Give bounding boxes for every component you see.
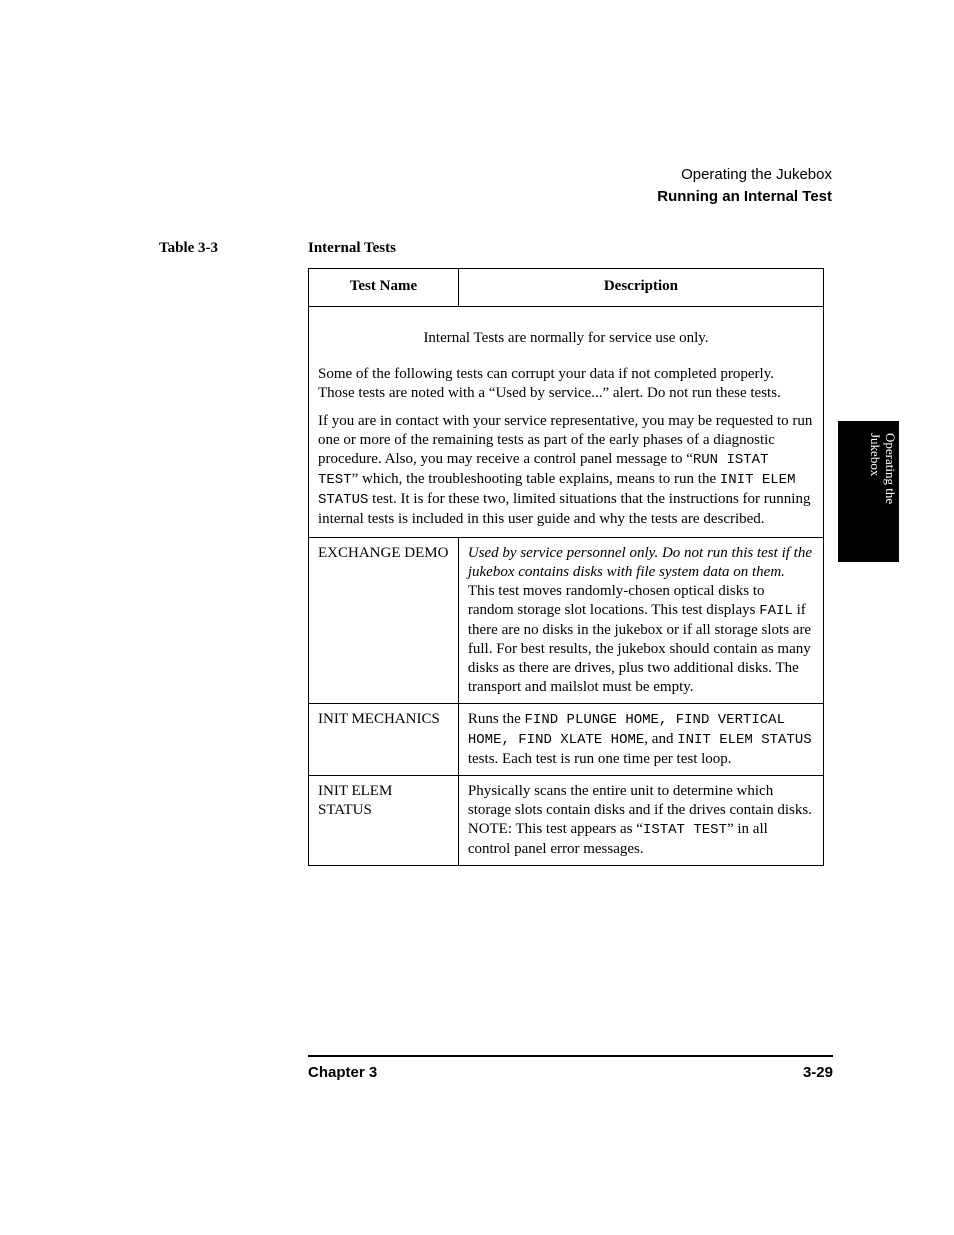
intro-paragraph-service-representative bbox=[318, 412, 814, 529]
intro-service-notice: Internal Tests are normally for service use only. bbox=[423, 330, 709, 346]
code-run-istat-test: RUN ISTAT TEST bbox=[318, 452, 769, 488]
code-init-elem-status: INIT ELEM STATUS bbox=[677, 732, 812, 748]
description-text-part: This test moves randomly-chosen optical disks to random storage slot locations. This test displays bbox=[467, 583, 765, 618]
test-description-cell bbox=[458, 538, 823, 704]
code-find-tests: FIND PLUNGE HOME, FIND VERTICAL HOME, FIND XLATE HOME bbox=[467, 712, 785, 748]
internal-tests-table bbox=[308, 268, 824, 866]
description-text-part: , and bbox=[644, 731, 678, 747]
table-row bbox=[309, 776, 824, 866]
table-intro-row bbox=[309, 307, 824, 538]
description-text: Physically scans the entire unit to determine which storage slots contain disks and if the drives contain disks. bbox=[467, 783, 812, 818]
chapter-thumb-tab bbox=[838, 421, 899, 562]
table-caption-number: Table 3-3 bbox=[159, 240, 219, 256]
intro-text-part: ” which, the troubleshooting table explains, means to run the bbox=[351, 471, 720, 487]
running-header-chapter: Operating the Jukebox bbox=[681, 166, 832, 183]
table-caption-title: Internal Tests bbox=[308, 240, 396, 256]
table-intro-cell bbox=[309, 307, 824, 538]
test-name-cell: INIT ELEM STATUS bbox=[309, 776, 459, 866]
test-name-cell: EXCHANGE DEMO bbox=[309, 538, 459, 704]
table-header-row bbox=[309, 269, 824, 307]
description-text-part: tests. Each test is run one time per test loop. bbox=[467, 751, 732, 767]
test-name-cell: INIT MECHANICS bbox=[309, 704, 459, 776]
chapter-thumb-tab-label: Operating the Jukebox bbox=[868, 433, 898, 505]
column-header-test-name: Test Name bbox=[309, 269, 459, 307]
note-text-part: ” in all control panel error messages. bbox=[467, 821, 768, 857]
column-header-description: Description bbox=[458, 269, 823, 307]
description-text-part: Runs the bbox=[467, 711, 525, 727]
running-header-section: Running an Internal Test bbox=[657, 188, 832, 205]
service-only-warning: Used by service personnel only. Do not run this test if the jukebox contains disks with file system data on them. bbox=[467, 545, 812, 580]
intro-text-part: If you are in contact with your service representative, you may be requested to run one or more of the remaining tests as part of the early phases of a diagnostic procedure. Also, you may receive a control panel message to “ bbox=[318, 413, 813, 467]
test-description-cell bbox=[458, 776, 823, 866]
table-row bbox=[309, 538, 824, 704]
intro-text-part: test. It is for these two, limited situations that the instructions for running internal tests is included in this user guide and why the tests are described. bbox=[318, 491, 811, 527]
intro-paragraph-corruption-warning: Some of the following tests can corrupt your data if not completed properly. Those tests are noted with a “Used by service...” alert. Do not run these tests. bbox=[318, 366, 781, 401]
footer-divider bbox=[308, 1055, 833, 1057]
description-note bbox=[468, 820, 814, 859]
test-description-cell bbox=[458, 704, 823, 776]
table-row bbox=[309, 704, 824, 776]
footer-chapter: Chapter 3 bbox=[308, 1064, 378, 1081]
code-init-elem-status: INIT ELEM STATUS bbox=[318, 472, 796, 508]
code-istat-test: ISTAT TEST bbox=[642, 822, 727, 838]
description-text-part: if there are no disks in the jukebox or if all storage slots are full. For best results, the jukebox should contain as many disks as there are drives, plus two additional disks. The transport and mailslot must be empty. bbox=[467, 602, 812, 695]
code-fail: FAIL bbox=[759, 603, 793, 619]
note-text-part: NOTE: This test appears as “ bbox=[467, 821, 643, 837]
footer-page-number: 3-29 bbox=[802, 1064, 833, 1081]
